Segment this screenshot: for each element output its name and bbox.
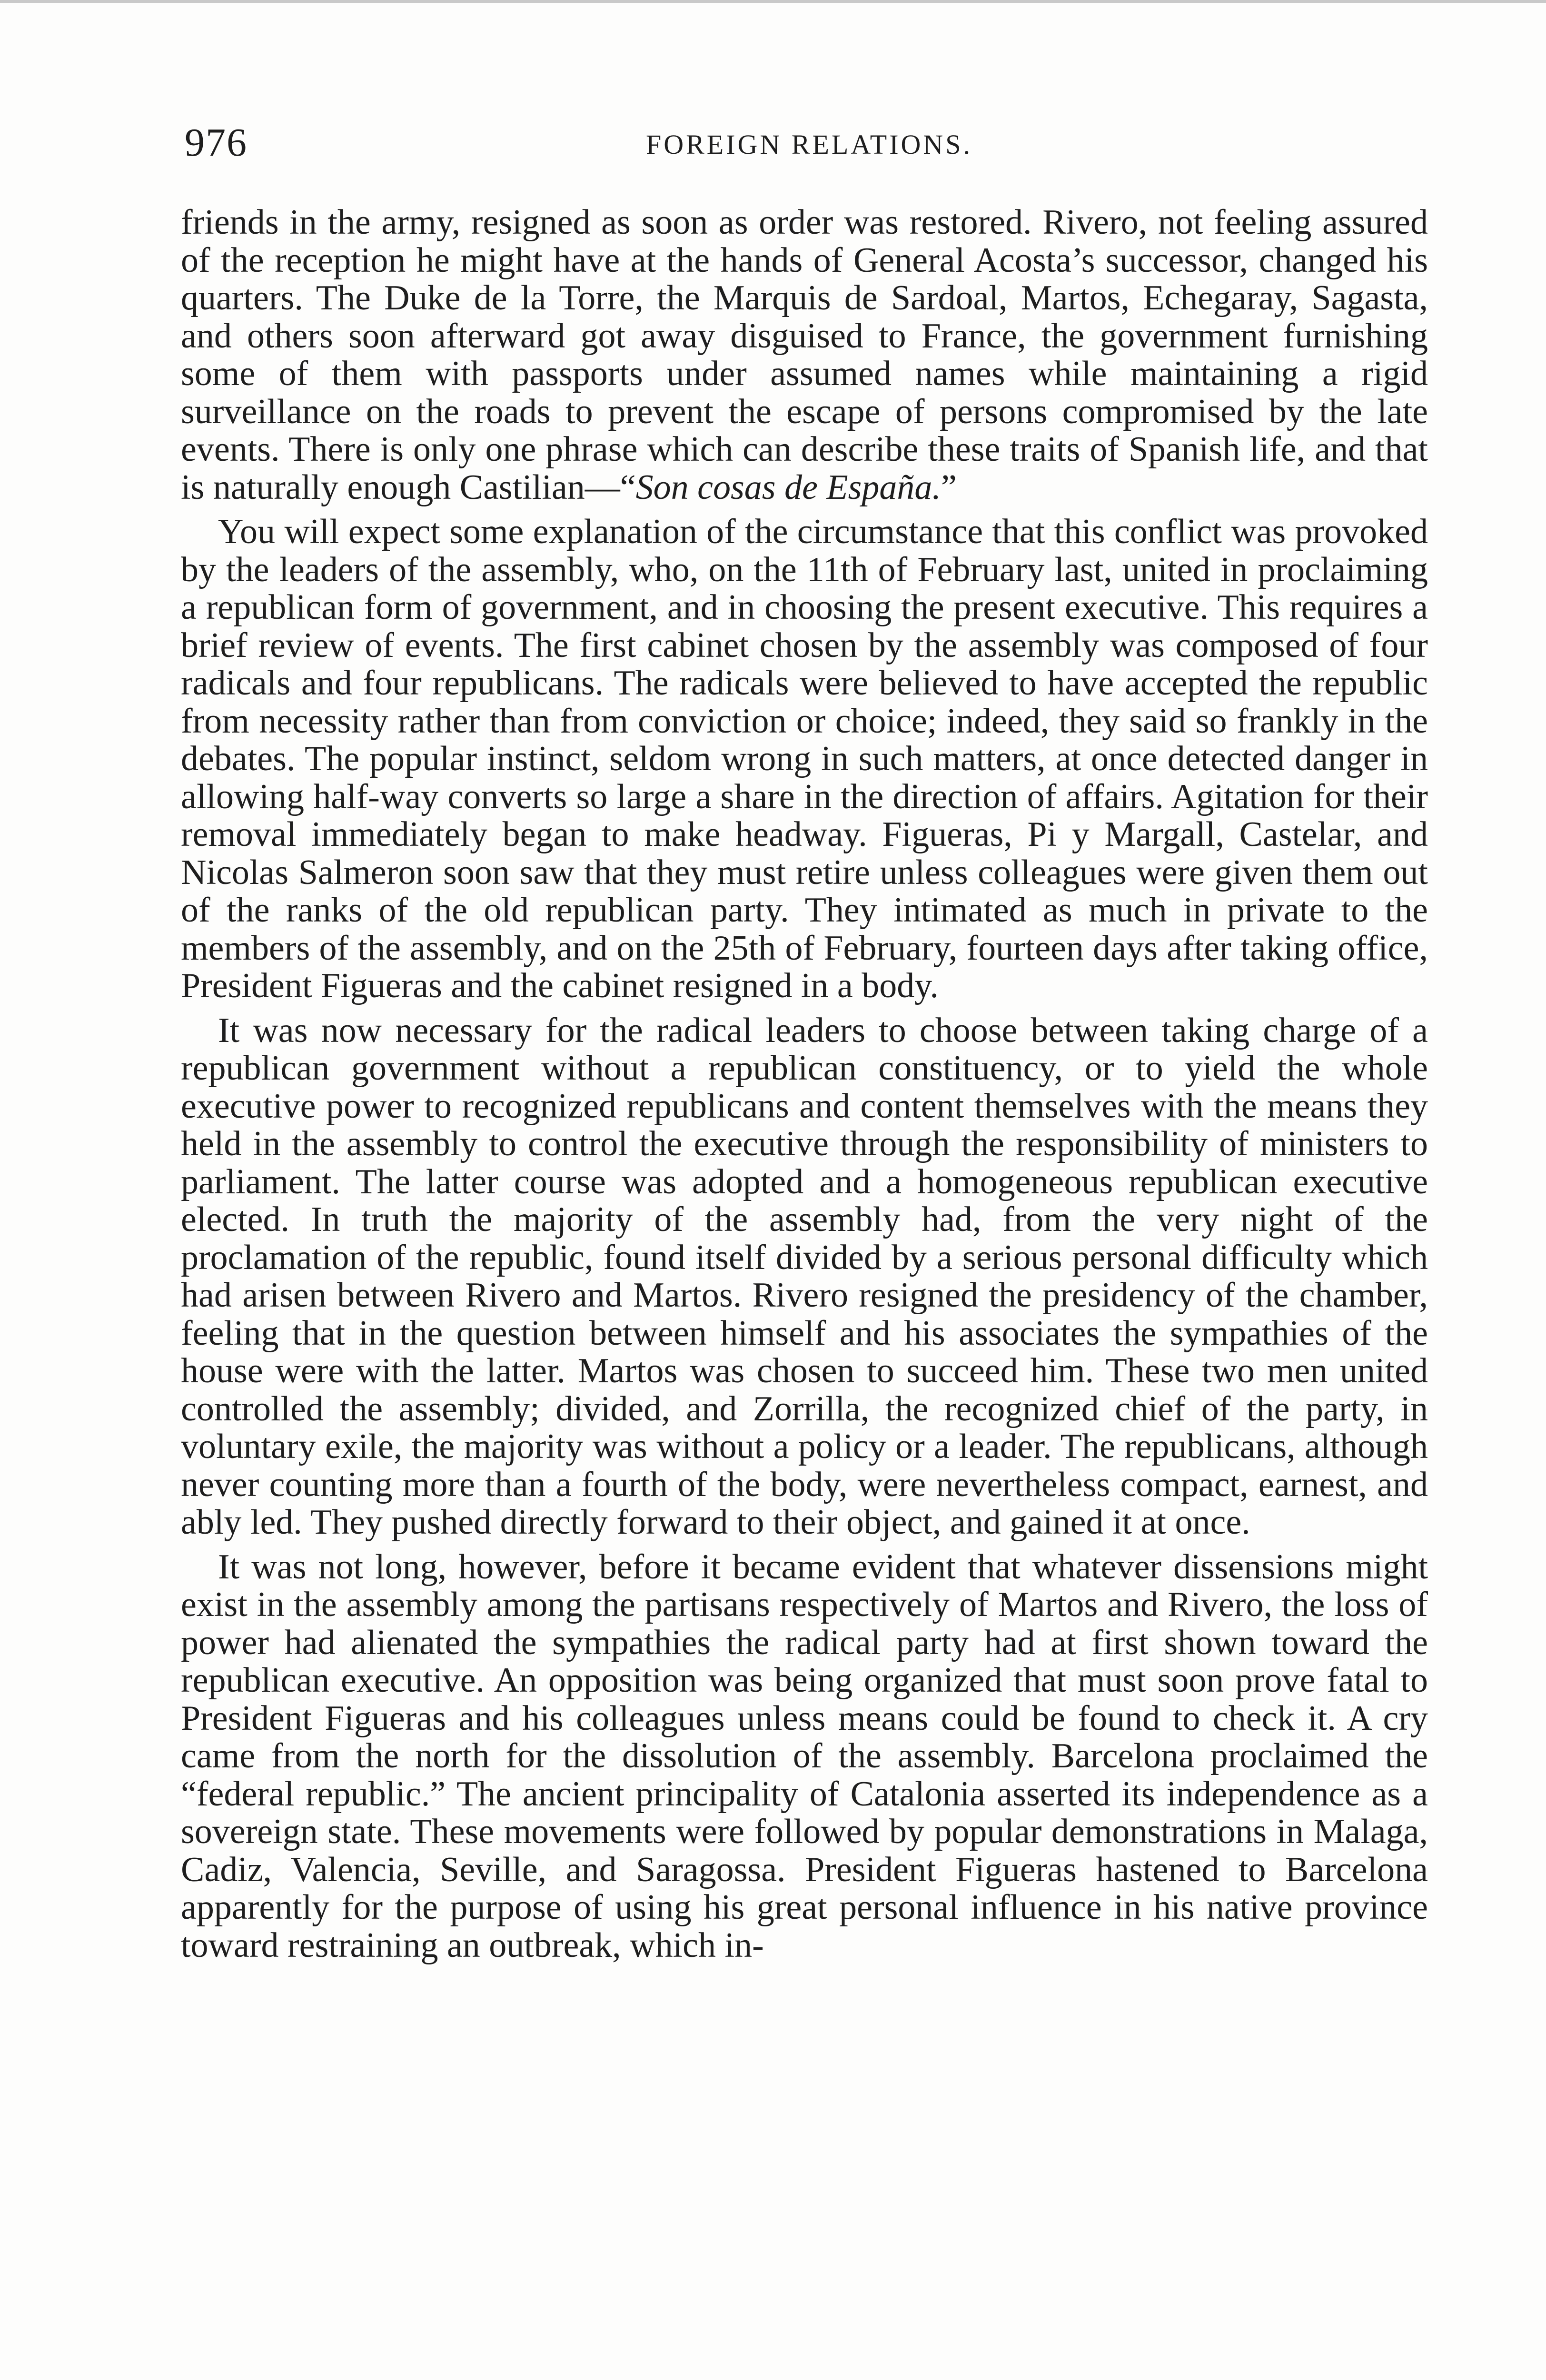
paragraph-2: You will expect some explanation of the circumstance that this conflict was provoked by the leaders of the assembly, who, on the 11th of February last, united in proclaiming a republican form of government, and in choosing the present executive. This requires a brief review of events. The first cabinet chosen by the assembly was composed of four radicals and four republicans. The radicals were believed to have accepted the republic from necessity rather than from conviction or choice; indeed, they said so frankly in the debates. The popular instinct, seldom wrong in such matters, at once detected danger in allowing half-way converts so large a share in the direction of affairs. Agitation for their removal immediately began to make headway. Figueras, Pi y Margall, Castelar, and Nicolas Salmeron soon saw that they must retire unless colleagues were given them out of the ranks of the old republican party. They intimated as much in private to the members of the assembly, and on the 25th of February, fourteen days after taking office, President Figueras and the cabinet resigned in a body.: [181, 512, 1428, 1005]
top-edge-rule: [0, 0, 1546, 3]
paragraph-1-closing-quote: ”: [941, 467, 957, 507]
body-text: [181, 204, 1428, 1971]
page-number: 976: [185, 120, 248, 165]
paragraph-4: It was not long, however, before it became evident that whatever dissensions might exist in the assembly among the partisans respectively of Martos and Rivero, the loss of power had alienated the sympathies the radical party had at first shown toward the republican executive. An opposition was being organized that must soon prove fatal to President Figueras and his colleagues unless means could be found to check it. A cry came from the north for the dissolution of the assembly. Barcelona proclaimed the “federal republic.” The ancient principality of Catalonia asserted its independence as a sovereign state. These movements were followed by popular demonstrations in Malaga, Cadiz, Valencia, Seville, and Saragossa. President Figueras hastened to Barcelona apparently for the purpose of using his great personal influence in his native province toward restraining an outbreak, which in-: [181, 1547, 1428, 1965]
running-head: FOREIGN RELATIONS.: [645, 129, 973, 160]
paragraph-1: [181, 204, 1428, 506]
paragraph-3: It was now necessary for the radical leaders to choose between taking charge of a republican government without a republican constituency, or to yield the whole executive power to recognized republicans and content themselves with the means they held in the assembly to control the executive through the responsibility of ministers to parliament. The latter course was adopted and a homogeneous republican executive elected. In truth the majority of the assembly had, from the very night of the proclamation of the republic, found itself divided by a serious personal difficulty which had arisen between Rivero and Martos. Rivero resigned the presidency of the chamber, feeling that in the question between himself and his associates the sympathies of the house were with the latter. Martos was chosen to succeed him. These two men united controlled the assembly; divided, and Zorrilla, the recognized chief of the party, in voluntary exile, the majority was without a policy or a leader. The republicans, although never counting more than a fourth of the body, were nevertheless compact, earnest, and ably led. They pushed directly forward to their object, and gained it at once.: [181, 1011, 1428, 1542]
paragraph-1-italic-phrase: Son cosas de España.: [635, 467, 941, 507]
page-header: [185, 117, 1434, 174]
paragraph-1-text: friends in the army, resigned as soon as order was restored. Rivero, not feeling assured of the reception he might have at the hands of General Acosta’s successor, changed his quarters. The Duke de la Torre, the Marquis de Sardoal, Martos, Echegaray, Sagasta, and others soon afterward got away disguised to France, the government furnishing some of them with passports under assumed names while maintaining a rigid surveillance on the roads to prevent the escape of persons compromised by the late events. There is only one phrase which can describe these traits of Spanish life, and that is naturally enough Castilian—“: [181, 203, 1428, 507]
